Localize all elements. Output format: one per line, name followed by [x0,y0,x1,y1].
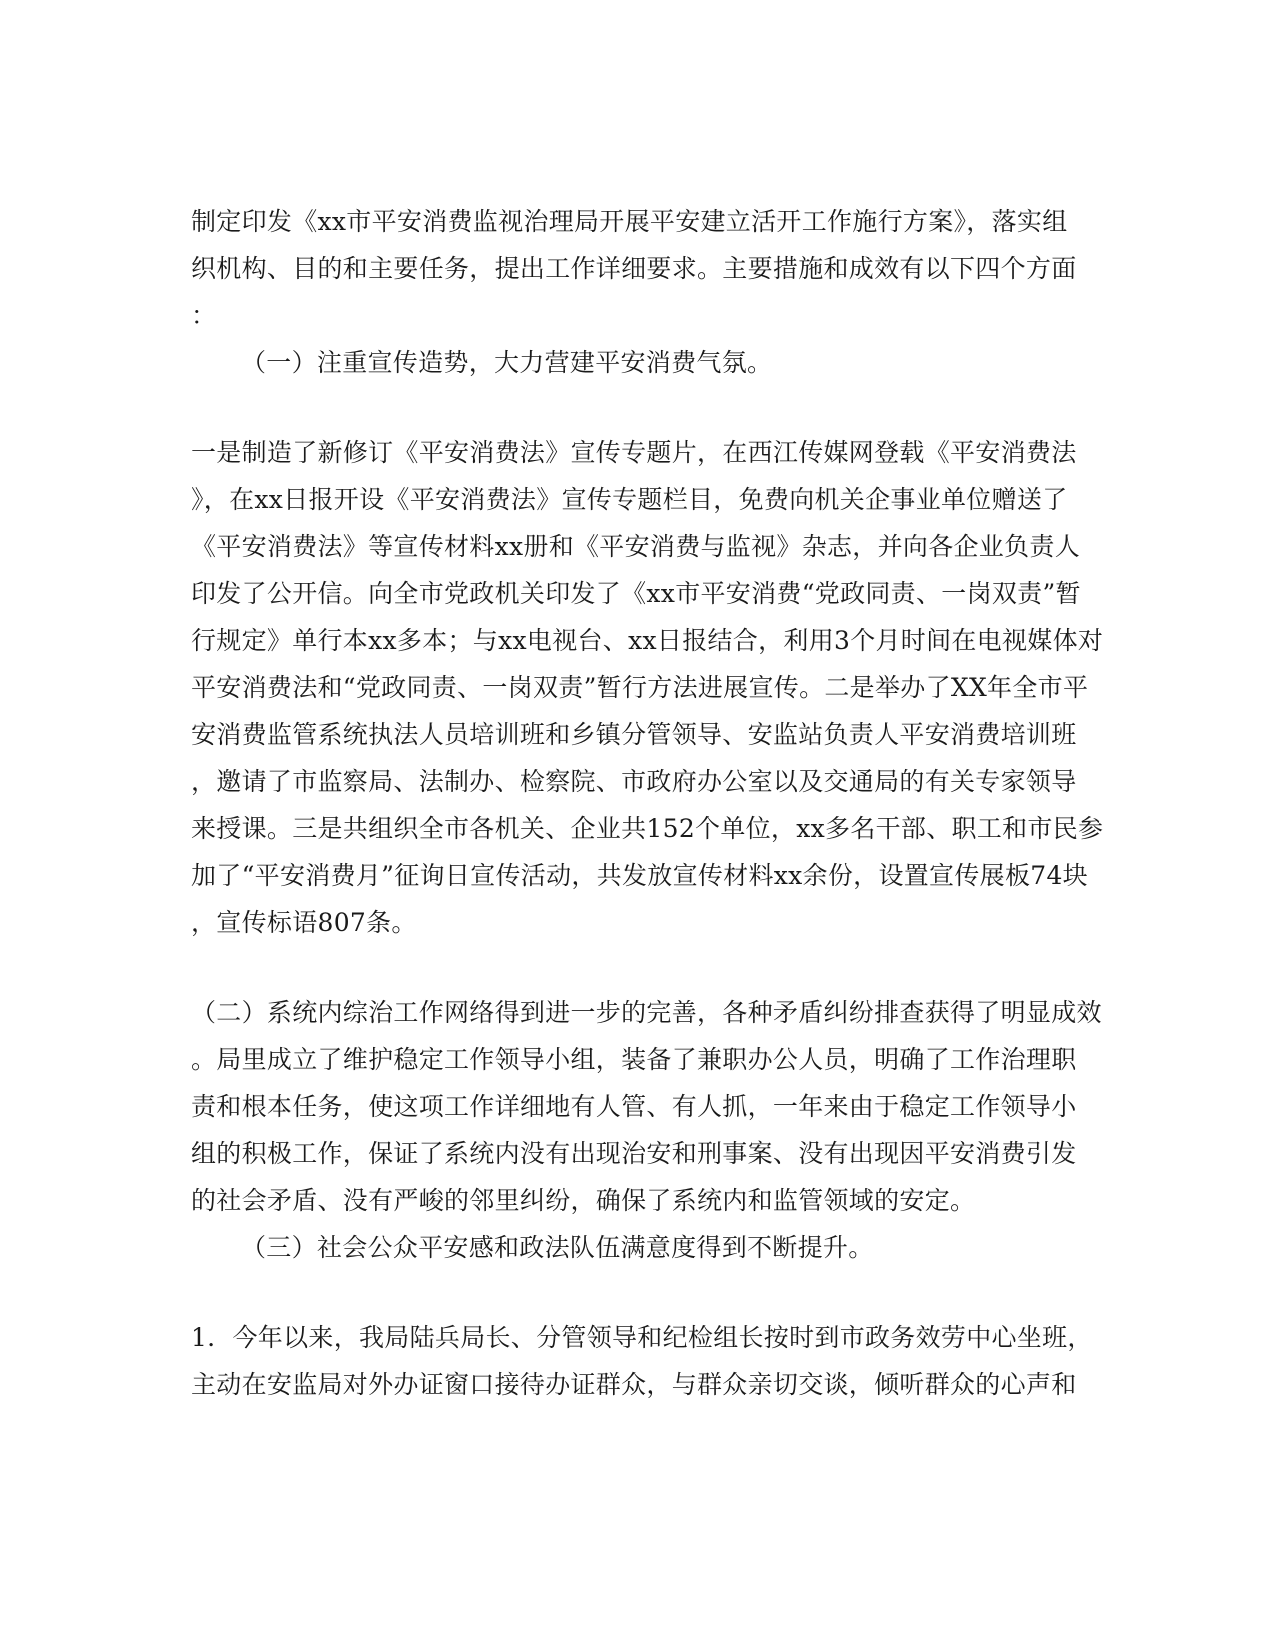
text-line: 平安消费法和“党政同责、一岗双责”暂行方法进展宣传。二是举办了XX年全市平 [191,673,1089,702]
section-heading-3: （三）社会公众平安感和政法队伍满意度得到不断提升。 [241,1233,874,1262]
text-line: 行规定》单行本xx多本；与xx电视台、xx日报结合，利用3个月时间在电视媒体对 [191,626,1104,655]
text-line: 《平安消费法》等宣传材料xx册和《平安消费与监视》杂志，并向各企业负责人 [191,532,1081,561]
text-line: 。局里成立了维护稳定工作领导小组，装备了兼职办公人员，明确了工作治理职 [191,1045,1077,1074]
text-line: 1．今年以来，我局陆兵局长、分管领导和纪检组长按时到市政务效劳中心坐班， [191,1323,1093,1352]
text-line: 》，在xx日报开设《平安消费法》宣传专题栏目，免费向机关企事业单位赠送了 [191,485,1068,514]
text-line: ，宣传标语807条。 [191,908,417,937]
text-line: 主动在安监局对外办证窗口接待办证群众，与群众亲切交谈，倾听群众的心声和 [191,1370,1077,1399]
text-line: ，邀请了市监察局、法制办、检察院、市政府办公室以及交通局的有关专家领导 [191,767,1077,796]
text-line: 印发了公开信。向全市党政机关印发了《xx市平安消费“党政同责、一岗双责”暂 [191,579,1081,608]
text-line: 安消费监管系统执法人员培训班和乡镇分管领导、安监站负责人平安消费培训班 [191,720,1077,749]
text-line: 来授课。三是共组织全市各机关、企业共152个单位，xx多名干部、职工和市民参 [191,814,1104,843]
text-line: 一是制造了新修订《平安消费法》宣传专题片，在西江传媒网登载《平安消费法 [191,438,1077,467]
text-line: ： [191,301,217,330]
text-line: 织机构、目的和主要任务，提出工作详细要求。主要措施和成效有以下四个方面 [191,254,1077,283]
text-line: 的社会矛盾、没有严峻的邻里纠纷，确保了系统内和监管领域的安定。 [191,1186,976,1215]
text-line: 组的积极工作，保证了系统内没有出现治安和刑事案、没有出现因平安消费引发 [191,1139,1077,1168]
text-line: 责和根本任务，使这项工作详细地有人管、有人抓，一年来由于稳定工作领导小 [191,1092,1077,1121]
text-line: 加了“平安消费月”征询日宣传活动，共发放宣传材料xx余份，设置宣传展板74块 [191,861,1088,890]
section-heading-1: （一）注重宣传造势，大力营建平安消费气氛。 [241,348,773,377]
section-heading-2: （二）系统内综治工作网络得到进一步的完善，各种矛盾纠纷排查获得了明显成效 [191,998,1102,1027]
text-line: 制定印发《xx市平安消费监视治理局开展平安建立活开工作施行方案》，落实组 [191,207,1068,236]
